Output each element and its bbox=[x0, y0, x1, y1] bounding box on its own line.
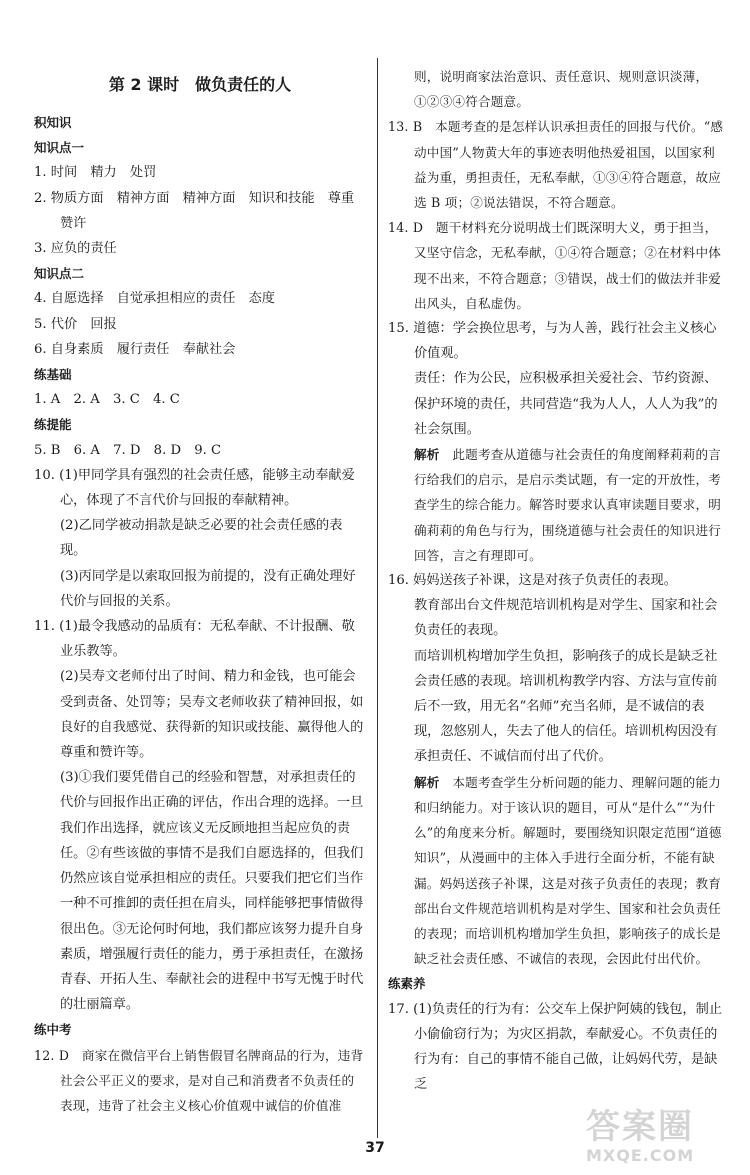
answer-k2-cont: 赞许 bbox=[60, 215, 87, 231]
section-heading-ljc: 练基础 bbox=[34, 367, 72, 383]
watermark-site: MXQE.COM bbox=[586, 1146, 695, 1165]
page-number: 37 bbox=[365, 1140, 385, 1156]
answers-improve: 5. B 6. A 7. D 8. D 9. C bbox=[34, 442, 222, 458]
lesson-title: 第 2 课时 做负责任的人 bbox=[108, 75, 292, 94]
answer-q16-3: 而培训机构增加学生负担，影响孩子的成长是缺乏社会责任感的表现。培训机构教学内容、方法与宣传前后不一致，用无名“名师”充当名师，是不诚信的表现，忽悠别人，失去了他人的信任。培训机构因没有承担责任、不诚信而付出了代价。 bbox=[414, 648, 718, 765]
analysis-tag: 解析 bbox=[414, 774, 440, 790]
answer-k1: 1. 时间 精力 处罚 bbox=[34, 165, 157, 181]
answer-q12: 12. D 商家在微信平台上销售假冒名牌商品的行为，违背社会公平正义的要求，是对自己和消费者不负责任的表现，违背了社会主义核心价值观中诚信的价值准 bbox=[34, 1047, 364, 1113]
knowledge-point-1-heading: 知识点一 bbox=[34, 140, 85, 156]
answer-q15-2: 责任：作为公民，应积极承担关爱社会、节约资源、保护环境的责任，共同营造“我为人人，人人为我”的社会氛围。 bbox=[414, 371, 718, 437]
section-heading-jizhishi: 积知识 bbox=[34, 115, 72, 130]
answer-k6: 6. 自身素质 履行责任 奉献社会 bbox=[34, 341, 236, 357]
answer-k3: 3. 应负的责任 bbox=[34, 241, 117, 257]
answer-k5: 5. 代价 回报 bbox=[34, 316, 117, 332]
answer-q16-2: 教育部出台文件规范培训机构是对学生、国家和社会负责任的表现。 bbox=[414, 598, 718, 639]
answer-q16-1: 16. 妈妈送孩子补课，这是对孩子负责任的表现。 bbox=[388, 573, 677, 589]
analysis-q16 bbox=[388, 770, 726, 972]
analysis-q16-text: 本题考查学生分析问题的能力、理解问题的能力和归纳能力。对于该认识的题目，可从“是什么”“为什么”的角度来分析。解题时，要围绕知识限定范围“道德知识”，从漫画中的主体入手进行全面分析，不能有缺漏。妈妈送孩子补课，这是对孩子负责任的表现；教育部出台文件规范培训机构是对学生、国家和社会负责任的表现；而培训机构增加学生负担，影响孩子的成长是缺乏社会责任感、不诚信的表现，会因此付出代价。 bbox=[414, 774, 722, 967]
answer-k4: 4. 自愿选择 自觉承担相应的责任 态度 bbox=[34, 291, 275, 307]
answer-q13: 13. B 本题考查的是怎样认识承担责任的回报与代价。“感动中国”人物黄大年的事迹表明他热爱祖国，以国家利益为重，勇担责任，无私奉献，①③④符合题意，故应选 B 项；②说法错误，不符合题意。 bbox=[388, 119, 724, 211]
answer-q10-2: (2)乙同学被动捐款是缺乏必要的社会责任感的表现。 bbox=[60, 518, 343, 559]
answer-q14: 14. D 题干材料充分说明战士们既深明大义，勇于担当，又坚守信念，无私奉献，①④符合题意；②在材料中体现不出来，不符合题意；③错误，战士们的做法并非爱出风头，自私虚伪。 bbox=[388, 220, 722, 311]
answers-basic: 1. A 2. A 3. C 4. C bbox=[34, 392, 180, 408]
site-watermark bbox=[586, 1108, 736, 1168]
analysis-tag: 解析 bbox=[414, 447, 440, 463]
left-column bbox=[34, 70, 366, 1118]
answer-q15-1: 15. 道德：学会换位思考，与为人善，践行社会主义核心价值观。 bbox=[388, 321, 717, 362]
column-divider bbox=[377, 58, 378, 1138]
analysis-q15 bbox=[388, 442, 726, 568]
watermark-mark: 答案圈 bbox=[586, 1107, 694, 1147]
section-heading-lzk: 练中考 bbox=[34, 1022, 72, 1038]
section-heading-ltn: 练提能 bbox=[34, 417, 72, 433]
right-column bbox=[388, 64, 726, 1097]
answer-q11-2: (2)吴寿文老师付出了时间、精力和金钱，也可能会受到责备、处罚等；吴寿文老师收获了精神回报，如良好的自我感觉、获得新的知识或技能、赢得他人的尊重和赞许等。 bbox=[60, 669, 364, 761]
answer-k2: 2. 物质方面 精神方面 精神方面 知识和技能 尊重 bbox=[34, 190, 355, 206]
analysis-q15-text: 此题考查从道德与社会责任的角度阐释莉莉的言行给我们的启示，是启示类试题，有一定的开放性，考查学生的综合能力。解答时要求认真审读题目要求，明确莉莉的角色与行为，围绕道德与社会责任的知识进行回答，言之有理即可。 bbox=[414, 447, 722, 563]
answer-q10-3: (3)丙同学是以索取回报为前提的，没有正确处理好代价与回报的关系。 bbox=[60, 568, 356, 609]
answer-q10-1: 10. (1)甲同学具有强烈的社会责任感，能够主动奉献爱心，体现了不言代价与回报的奉献精神。 bbox=[34, 467, 355, 509]
knowledge-point-2-heading: 知识点二 bbox=[34, 266, 85, 282]
section-heading-lsy: 练素养 bbox=[388, 976, 426, 992]
answer-q17: 17. (1)负责任的行为有：公交车上保护阿姨的钱包，制止小偷偷窃行为；为灾区捐款，奉献爱心。不负责任的行为有：自己的事情不能自己做，让妈妈代劳，是缺乏 bbox=[388, 1001, 722, 1093]
answer-q11-1: 11. (1)最令我感动的品质有：无私奉献、不计报酬、敬业乐教等。 bbox=[34, 619, 355, 660]
answer-q11-3: (3)①我们要凭借自己的经验和智慧，对承担责任的代价与回报作出正确的评估，作出合理的选择。一旦我们作出选择，就应该义无反顾地担当起应负的责任。②有些该做的事情不是我们自愿选择的，但我们仍然应该自觉承担相应的责任。只要我们把它们当作一种不可推卸的责任担在肩头，同样能够把事情做得很出色。③无论何时何地，我们都应该努力提升自身素质，增强履行责任的能力，勇于承担责任，在激扬青春、开拓人生、奉献社会的进程中书写无愧于时代的壮丽篇章。 bbox=[60, 770, 364, 1013]
answer-q12-cont: 则，说明商家法治意识、责任意识、规则意识淡薄，①②③④符合题意。 bbox=[414, 69, 709, 110]
